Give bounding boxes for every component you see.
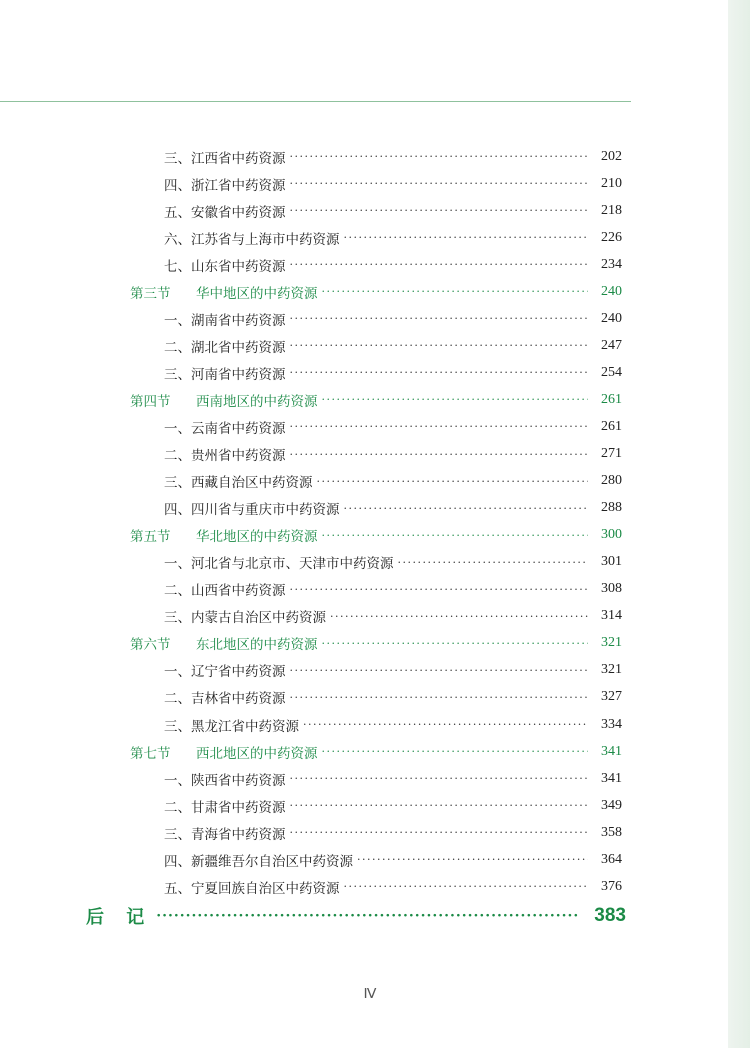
toc-entry-title: 三、江西省中药资源 [164,150,286,167]
dot-leader [398,557,589,568]
dot-leader [290,259,589,270]
dot-leader [290,367,589,378]
section-page: 261 [601,391,622,407]
section-number: 第五节 [130,529,171,546]
toc-entry-page: 327 [601,689,622,705]
dot-leader [303,719,588,730]
toc-entry-title: 一、辽宁省中药资源 [164,664,286,681]
toc-entry-title: 一、云南省中药资源 [164,420,286,437]
toc-entry[interactable] [130,305,622,332]
toc-entry-title: 二、湖北省中药资源 [164,339,286,356]
dot-leader [322,394,589,405]
header-rule [0,101,631,102]
toc-entry-page: 210 [601,175,622,191]
toc-entry-page: 218 [601,202,622,218]
toc-entry[interactable] [130,413,622,440]
dot-leader [290,692,589,703]
toc-entry-page: 202 [601,148,622,164]
toc-entry-page: 240 [601,310,622,326]
toc-entry-title: 三、河南省中药资源 [164,366,286,383]
toc-entry-page: 226 [601,229,622,245]
section-title: 华中地区的中药资源 [196,285,318,302]
dot-leader [290,449,589,460]
toc-entry[interactable] [130,143,622,170]
toc-entry[interactable] [130,792,622,819]
dot-leader [290,827,589,838]
toc-entry[interactable] [130,332,622,359]
section-number: 第六节 [130,637,171,654]
dot-leader [322,638,589,649]
toc-entry[interactable] [130,251,622,278]
dot-leader [290,800,589,811]
toc-entry[interactable] [130,765,622,792]
toc-entry-title: 五、安徽省中药资源 [164,204,286,221]
toc-entry-page: 247 [601,337,622,353]
toc-entry-title: 一、河北省与北京市、天津市中药资源 [164,556,394,573]
toc-entry-title: 二、吉林省中药资源 [164,691,286,708]
toc-entry[interactable] [130,495,622,522]
side-color-band [728,0,750,1048]
toc-entry-title: 七、山东省中药资源 [164,258,286,275]
toc-entry-page: 308 [601,581,622,597]
toc-entry-title: 二、山西省中药资源 [164,583,286,600]
toc-entry[interactable] [130,197,622,224]
toc-entry[interactable] [130,441,622,468]
toc-entry-title: 三、西藏自治区中药资源 [164,475,313,492]
dot-leader [290,665,589,676]
toc-entry[interactable] [130,684,622,711]
toc-entry-title: 四、四川省与重庆市中药资源 [164,502,340,519]
dot-leader [290,178,589,189]
toc-entry-title: 三、内蒙古自治区中药资源 [164,610,326,627]
dot-leader [156,909,580,923]
toc-entry[interactable] [130,468,622,495]
section-number: 第三节 [130,285,171,302]
toc-entry-page: 314 [601,608,622,624]
toc-entry[interactable] [130,549,622,576]
toc-entry-page: 254 [601,364,622,380]
dot-leader [317,476,589,487]
dot-leader [290,773,589,784]
toc-entry-title: 六、江苏省与上海市中药资源 [164,231,340,248]
toc-entry-title: 二、贵州省中药资源 [164,448,286,465]
toc-entry-page: 349 [601,797,622,813]
epilogue-title: 后 记 [86,907,153,929]
section-page: 341 [601,743,622,759]
dot-leader [290,421,589,432]
toc-entry-title: 五、宁夏回族自治区中药资源 [164,880,340,897]
section-title: 华北地区的中药资源 [196,529,318,546]
section-title: 西北地区的中药资源 [196,745,318,762]
section-title: 东北地区的中药资源 [196,637,318,654]
toc-section-heading[interactable] [130,386,622,413]
toc-entry-page: 301 [601,554,622,570]
section-number: 第四节 [130,393,171,410]
dot-leader [290,340,589,351]
toc-section-heading[interactable] [130,278,622,305]
toc-entry[interactable] [130,170,622,197]
toc-entry-page: 280 [601,473,622,489]
toc-entry-page: 364 [601,851,622,867]
section-page: 321 [601,635,622,651]
toc-entry-page: 358 [601,824,622,840]
dot-leader [344,503,589,514]
dot-leader [330,611,588,622]
toc-entry-title: 一、陕西省中药资源 [164,772,286,789]
toc-entry-page: 288 [601,500,622,516]
toc-entry-title: 三、黑龙江省中药资源 [164,718,299,735]
toc-section-heading[interactable] [130,738,622,765]
dot-leader [322,746,589,757]
toc-entry-title: 四、浙江省中药资源 [164,177,286,194]
toc-entry-title: 三、青海省中药资源 [164,826,286,843]
section-page: 300 [601,527,622,543]
epilogue-page: 383 [594,905,626,927]
toc-entry-page: 271 [601,446,622,462]
page-number: Ⅳ [363,987,377,1002]
toc-section-heading[interactable] [130,522,622,549]
dot-leader [357,854,588,865]
dot-leader [322,286,589,297]
toc-entry[interactable] [130,819,622,846]
dot-leader [290,584,589,595]
toc-entry[interactable] [130,846,622,873]
dot-leader [344,881,589,892]
toc-entry[interactable] [130,603,622,630]
toc-entry-page: 261 [601,418,622,434]
toc-entry-page: 234 [601,256,622,272]
toc-entry-page: 341 [601,770,622,786]
toc-section-heading[interactable] [130,630,622,657]
toc-entry[interactable] [130,359,622,386]
dot-leader [290,151,589,162]
toc-entry-title: 二、甘肃省中药资源 [164,799,286,816]
toc-entry-page: 321 [601,662,622,678]
toc-entry[interactable] [130,657,622,684]
toc-entry[interactable] [130,711,622,738]
toc-epilogue[interactable] [86,900,626,932]
section-page: 240 [601,283,622,299]
dot-leader [344,232,589,243]
table-of-contents [86,143,626,932]
dot-leader [290,313,589,324]
dot-leader [290,205,589,216]
toc-entry-title: 四、新疆维吾尔自治区中药资源 [164,853,353,870]
section-title: 西南地区的中药资源 [196,393,318,410]
toc-entry-page: 334 [601,716,622,732]
toc-entry[interactable] [130,224,622,251]
toc-entry[interactable] [130,873,622,900]
toc-entry[interactable] [130,576,622,603]
dot-leader [322,530,589,541]
section-number: 第七节 [130,745,171,762]
toc-entry-page: 376 [601,878,622,894]
toc-entry-title: 一、湖南省中药资源 [164,312,286,329]
